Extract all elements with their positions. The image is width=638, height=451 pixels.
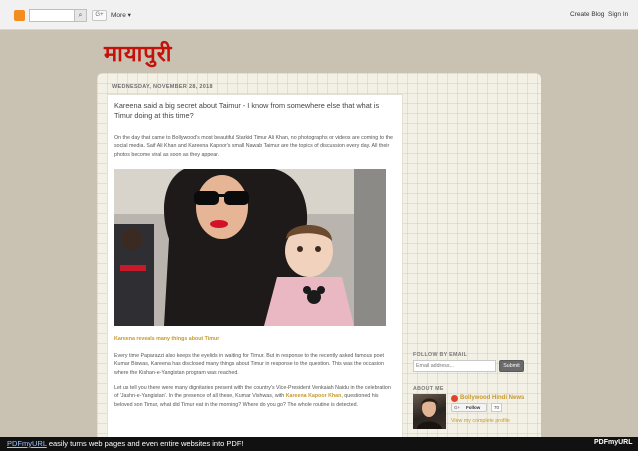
- search-icon[interactable]: ⌕: [74, 10, 86, 21]
- submit-button[interactable]: Submit: [499, 360, 524, 372]
- view-profile-link[interactable]: View my complete profile: [451, 418, 510, 424]
- profile-avatar[interactable]: [413, 394, 446, 429]
- pdfmyurl-link[interactable]: PDFmyURL: [7, 439, 47, 448]
- photo-illustration: [114, 169, 386, 326]
- footer-message: easily turns web pages and even entire websites into PDF!: [46, 439, 244, 448]
- post-paragraph-3: [114, 384, 396, 409]
- blogger-navbar: [0, 0, 638, 30]
- follow-button[interactable]: [451, 403, 487, 412]
- email-field[interactable]: [413, 360, 496, 372]
- post-paragraph-1: On the day that came to Bollywood's most beautiful Starkid Timur Ali Khan, no photographs or videos are coming to the social media. Saif Ali Khan and Kareena Kapoor's small Nawab Taimur are the topics of discussion every day. All their photos become viral as soon as they appear.: [114, 135, 393, 158]
- pdfmyurl-footer: [0, 437, 638, 451]
- kareena-link[interactable]: Kareena Kapoor Khan: [285, 393, 342, 400]
- post-title[interactable]: Kareena said a big secret about Taimur - I know from somewhere else that what is Timur doing at this time?: [114, 101, 380, 120]
- photo-caption: Kareena reveals many things about Timur: [114, 336, 220, 342]
- sign-in-link[interactable]: Sign In: [608, 11, 629, 18]
- paragraph-3-text-b: , questioned his beloved son Timur, what did Timur eat in the morning? Where do you go? The whole routine is detected.: [114, 393, 379, 408]
- post-paragraph-2: Every time Paparazzi also keeps the eyelids in waiting for Timur. But in response to the recently asked famous poet Kumar Biswas, Kareena has disclosed many things about Timur in response to the question. This was the occasion where the Kishan-e-Yangistan program was reached.: [114, 353, 384, 376]
- blogger-profile-icon: [451, 395, 458, 402]
- footer-text: [7, 439, 244, 448]
- more-menu[interactable]: More ▾: [111, 12, 131, 19]
- paragraph-3-text-a: Let us tell you there were many dignitaries present with the country's Vice-President Venkaiah Naidu in the celebration of 'Jashn-e-Yangistan'. In the presence of all these, Kumar Vishwas, with: [114, 385, 391, 400]
- post-date: WEDNESDAY, NOVEMBER 28, 2018: [112, 84, 213, 90]
- follow-by-email-heading: FOLLOW BY EMAIL: [413, 352, 468, 358]
- follow-g-icon: G+: [454, 405, 461, 410]
- post-photo: [114, 169, 386, 326]
- blogger-logo-icon[interactable]: [14, 10, 25, 21]
- about-me-heading: ABOUT ME: [413, 386, 444, 392]
- follow-label: Follow: [466, 405, 481, 410]
- pdfmyurl-logo[interactable]: PDFmyURL: [594, 439, 633, 446]
- create-blog-link[interactable]: Create Blog: [570, 11, 605, 18]
- profile-name[interactable]: Bollywood Hindi News: [460, 395, 525, 401]
- avatar-illustration: [413, 394, 446, 429]
- google-plus-button[interactable]: G+: [92, 10, 107, 21]
- site-title[interactable]: मायापुरी: [104, 41, 173, 67]
- follower-count: 70: [491, 403, 502, 412]
